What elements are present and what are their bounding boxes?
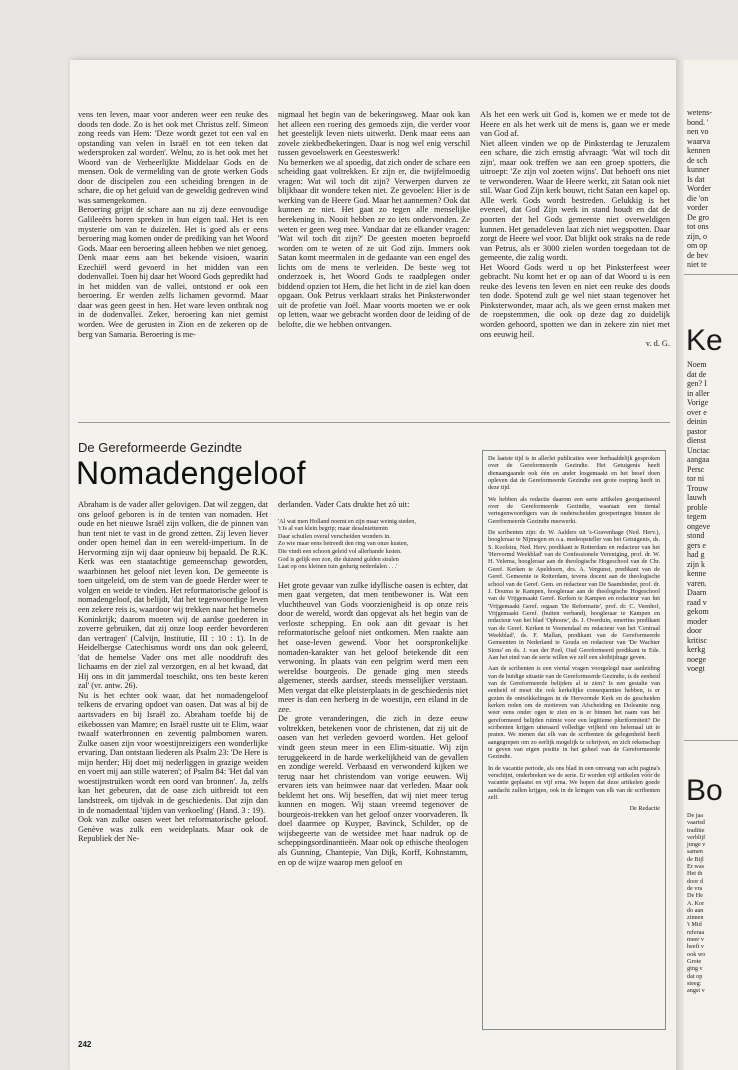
page (70, 60, 676, 1070)
quote-line: Die vindt een schoon geleid vol allerhande lusten. (278, 547, 402, 555)
facing-page-line: over e (687, 407, 707, 417)
facing-page-line: vaartsd (687, 819, 705, 827)
facing-page-line: gers e (687, 540, 706, 550)
facing-page-line: kennen (687, 146, 711, 155)
facing-page-line: noege (687, 654, 707, 664)
facing-page-line: de Bijl (687, 855, 704, 863)
quote-line: Zo wie maar eens betreedt den ring van onze kusten, (278, 540, 409, 548)
facing-page-line: nen vo (687, 127, 709, 136)
facing-page-line: zinnen (687, 914, 704, 922)
facing-page-line: ging v (687, 965, 703, 973)
editorial-paragraph: In de vacantie periode, als ons blad in een omvang van acht pagina's verschijnt, onderbreken we de serie. Er worden vijf artikelen vóór de vacantie geplaatst en vijf erna. We hopen dat deze artikelen goede aandacht zullen krijgen, ook in de kringen van elk van de scribenten zelf. (488, 764, 660, 802)
facing-page-line: A. Kor (687, 899, 705, 907)
facing-page-line: waarva (687, 136, 711, 146)
facing-page-divider (684, 274, 738, 275)
facing-page-line: door (687, 626, 702, 635)
facing-page-line: lauwh (687, 493, 707, 502)
facing-page-line: Persc (687, 464, 705, 474)
facing-page-line: zijn k (687, 559, 705, 569)
facing-page-line: tor ni (687, 474, 705, 483)
facing-page-line: bond. ' (687, 117, 709, 127)
facing-page-line: Unctac (687, 445, 710, 455)
facing-page-line: raad v (687, 597, 707, 607)
facing-page-line: gekom (687, 607, 709, 616)
facing-page-line: proble (687, 502, 708, 512)
facing-page-line: Noem (687, 360, 707, 369)
facing-page-line: ook wo (687, 950, 706, 958)
facing-page-line: kenne (687, 569, 707, 578)
quote-line: Laat op ons kleinen tuin gedurig nederdalen . . .' (278, 563, 398, 571)
facing-page-line: ongeve (687, 521, 711, 531)
facing-page-line: niet te (687, 260, 707, 269)
facing-page-line: 't Mid (687, 921, 702, 929)
facing-page-line: aangaa (687, 455, 710, 464)
editorial-box (482, 450, 666, 1030)
facing-page-line: zijn, o (687, 231, 707, 241)
facing-page-line: de vra (687, 884, 703, 892)
facing-page-line: moder (687, 616, 708, 626)
pentecost-column-2 (278, 110, 470, 415)
facing-page-line: tegem (687, 512, 707, 521)
facing-page-line: deinin (687, 417, 707, 426)
article-kicker: De Gereformeerde Gezindte (78, 440, 243, 455)
pentecost-signature: v. d. G. (645, 339, 670, 349)
facing-page-divider-2 (684, 740, 738, 741)
facing-page-line: samen (687, 848, 703, 856)
facing-page-line: heeft v (687, 943, 705, 951)
facing-page-line: tot ons (687, 222, 709, 231)
facing-page-line: dat de (687, 369, 707, 379)
facing-page-line: meer v (687, 936, 705, 944)
editorial-paragraph: We hebben als redactie daarom een serie artikelen georganiseerd over de Gereformeerde Gezindte, waaraan een tiental vertegenwoordigers van de onderscheiden groeperingen binnen de Gereformeerde Gezindte meewerkt. (488, 495, 660, 525)
facing-page-line: steeg: (687, 979, 702, 987)
cats-quote (278, 518, 468, 571)
pentecost-text-3: Als het een werk uit God is, komen we er mede tot de Heere en als het werk uit de mens is, gaan we er mede van God af. Niet alleen vinden we op de Pinksterdag te Jeruzalem een schare, die zich ernstig afvraagt: 'Wat wil toch dit zijn', maar ook treffen we aan een groep spotters, die uitroept: 'Ze zijn vol zoeten wijns'. Dat behoeft ons niet te verwonderen. Waar de Heere werkt, zit Satan ook niet stil. Waar God Zijn kerk bouwt, richt Satan een kapel op. Alle werk Gods wordt bestreden. Gelukkig is het eveneel, dat God Zijn werk in stand houdt en dat de poorten der hel Gods gemeente niet overweldigen kunnen. Het genadeleven laat zich niet wegspotten. Daar zorgt de Heere wel voor. Dat blijkt ook straks na de rede van Petrus, als er 3000 zielen worden toegedaan tot de gemeente, die zalig wordt. Het Woord Gods werd u op het Pinksterfeest weer gebracht. Nu komt het er op aan of dat Woord u is een reuke des levens ten leven en niet een reuke des doods ten dode. Spotend zult ge wel niet staan tegenover het Pinksterwonder, maar ach, als we geen ernst maken met de roepstemmen, die ook op deze dag zo duidelijk worden gehoord, spotten we dan in zekere zin niet met ons eeuwig heil. (480, 110, 670, 339)
facing-page-middle-text (687, 360, 710, 674)
article-text-1: Abraham is de vader aller gelovigen. Dat wil zeggen, dat ons geloof geboren is in de tenten van nomaden. Het oude en het nieuwe Israël zijn volken, die de pinnen van hun tent niet te vast in de grond zetten. Zij leven liever onder open hemel dan in een wereld-imperium. In de Hervorming zijn wij daar opnieuw bij bepaald. De R.K. Kerk was een staatachtige gemeenschap geworden, waarbinnen het geloof niet leven kon. De gemeente is toen uitgeleid, om de stem van de goede Herder weer te volgen en weide te vinden. Het reformatorische geloof is nomadengeloof, dat belijdt, 'dat het tegenwoordige leven een zekere reis is, waardoor wij trekken naar het hemelse Koninkrijk; daarom moeten wij de aardse goederen in zoverre gebruiken, dat zij onze loop eerder bevorderen dan vertragen' (Calvijn, Institutie, III : 10 : 1). In de Heidelbergse Catechismus wordt ons dan ook geleerd, 'dat de hemelse Vader ons met alle nooddruft des lichaams en der ziel zal verzorgen, en al het kwaad, dat Hij ons in dit jammerdal toeschikt, ons ten beste keren zal' (vr. antw. 26). Nu is het echter ook waar, dat het nomadengeloof telkens de ervaring opdoet van oasen. Dat was al bij de aartsvaders en bij Israël zo. Abraham toefde bij de eikebossen van Mamre; en Israël rustte uit te Elim, waar twaalf waterbronnen en zeventig palmbomen waren. Zulke oasen zijn voor woestijnreizigers een wonderlijke ervaring. Dan ontstaan liederen als Psalm 23: 'De Here is mijn herder; Hij doet mij nederliggen in grazige weiden en voert mij aan stille wateren'; of Psalm 84: 'Het dal van woestijnstruiken wordt een oord van bronnen'. Ja, zelfs kan het gebeuren, dat de oase zich uitbreidt tot een landstreek, om tijdvak in de geschiedenis. Dat zijn dan in de nomadentaal 'tijden van verkoeling' (Hand. 3 : 19). Ook van zulke oasen weet het reformatorische geloof. Genève was zulk een weideplaats. Maar ook de Republiek der Ne- (78, 500, 268, 844)
facing-page-bottom-text (687, 812, 705, 994)
facing-page-line: kunner (687, 165, 710, 174)
facing-page-line: vorder (687, 203, 708, 212)
facing-page-line: De He (687, 892, 703, 900)
quote-line: 'Al wat men Holland noemt en zijn maar weinig steden, (278, 517, 416, 525)
facing-page-line: kerkg (687, 645, 706, 654)
editorial-paragraph: De scribenten zijn: dr. W. Aalders uit 's-Gravenhage (Ned. Herv.), hoogleraar te Nijmegen en o.a. medeopsteller van het Getuigenis, ds. S. Koolstra, Ned. Herv. predikant te Rotterdam en redacteur van het 'Hervormd Weekblad' van de Confessionele Vereniging, prof. dr. W. H. Velema, hoogleraar aan de theologische Hogeschool van de Chr. Geref. Kerken te Apeldoorn, drs. A. Vergunst, predikant van de Geref. Gemeente te Rotterdam, tevens docent aan de theologische school van de Geref. Gem. en redacteur van De Saambinder, prof. dr. J. Douma te Kampen, hoogleraar aan de theologische Hogeschool van de Vrijgemaakt Geref. Kerken te Kampen en redacteur van het 'Vrijgemaakt Geref. orgaan 'De Reformatie', prof. dr. C. Veenhof, Vrijgemaakt Geref. (buiten verband), hoogleraar te Kampen en redacteur van het blad 'Ophouw', ds. J. Overduin, emeritus predikant van de Geref. Kerken te Veenendaal en redacteur van het 'Centraal Weekblad', ds. F. Mallan, predikant van de Gereformeerde Gemeenten in Nederland te Gouda en redacteur van 'De Wachter Sions' en ds. J. van der Poel, Oud Gereformeerd predikant te Ede. Aan het eind van de serie willen we zelf een slotbijdrage geven. (488, 529, 660, 661)
facing-page-line: pastor (687, 426, 707, 436)
facing-page-line: wetens- (687, 108, 712, 117)
facing-page-line: dat op (687, 972, 703, 980)
book-gutter (676, 60, 684, 1070)
facing-page-line: dienst (687, 436, 707, 445)
article-column-2 (278, 500, 468, 1030)
facing-page-line: door d (687, 877, 703, 885)
facing-page-line: stond (687, 531, 705, 540)
facing-page-line: Grote (687, 957, 702, 965)
facing-page-top-text (687, 108, 712, 270)
editorial-signature: De Redactie (629, 805, 660, 813)
section-divider (78, 422, 670, 423)
article-text-2-intro: derlanden. Vader Cats drukte het zó uit: (278, 500, 410, 509)
facing-page-line: junge v (687, 841, 706, 849)
facing-page-line: voegt (687, 664, 705, 673)
facing-page-line: do aan (687, 906, 704, 914)
facing-page-line: verblijf (687, 833, 706, 841)
facing-page-line: die 'on (687, 193, 709, 203)
article-headline: Nomadengeloof (76, 455, 306, 491)
article-column-1 (78, 500, 268, 1030)
facing-page-line: Vorige (687, 398, 709, 407)
pentecost-column-1 (78, 110, 268, 415)
facing-page-line: Er was (687, 863, 705, 871)
facing-page-line: Het th (687, 870, 703, 878)
facing-page-line: Worder (687, 184, 711, 193)
facing-page-line: kritisc (687, 635, 707, 645)
facing-page-line: Trouw (687, 483, 709, 493)
facing-page-line: De jaa (687, 812, 703, 819)
facing-page-line: de bev (687, 250, 709, 260)
editorial-paragraph: Aan de scribenten is een viertal vragen voorgelegd naar aanleiding van de huidige situatie van de Gereformeerde Gezindte, is de eenheid van de Gereformeerde belijders al te zien? Is een gestalte van eenheid of moet die ook kerkelijke consequenties hebben, is er gezien de ontwikkelingen in de Hervormde Kerk en de gescheiden kerken reden om de motieven van Afscheiding en Doleantie nog weer eens onder ogen te zien en is er binnen het raam van het gereformeerd belijden ruimte voor een legitieme pluriformiteit? De scribenten krijgen uiteraard volledige vrijheid om helemaal uit te praten. We menen dat elk van de scribenten de gelegenheid heeft aangegrepen om zo eerlijk mogelijk te schrijven, en zich rekenschap te geven van eigen positie in het geheel van de Gereformeerde Gezindte. (488, 665, 660, 761)
facing-page-heading-1: Ke (686, 324, 723, 357)
facing-page-line: varen. (687, 578, 707, 588)
facing-page-heading-2: Bo (686, 774, 723, 807)
facing-page-line: Is dat (687, 174, 705, 184)
pentecost-text-1: vens ten leven, maar voor anderen weer een reuke des doods ten dode. Zo is het ook met Christus zelf. Simeon zong reeds van Hem: 'Deze wordt gezet tot een val en opstanding van velen in Israël en tot een teken dat wedersproken zal worden'. Welnu, zo is het ook met het Woord van de Verheerlijkte Middelaar Gods en de mensen. Ook de vermelding van de grote werken Gods door de discipelen zou een scheiding brengen in de schare, die op het geluid van de geweldig gedreven wind was samengekomen. Beroering grijpt de schare aan nu zij deze eenvoudige Galileeërs horen spreken in hun eigen taal. Het is een mysterie om van te duizelen. Het is goed als er eens beroering mag komen onder de prediking van het Woord Gods. Maar een beroering alleen hebben we niet genoeg. Denk maar eens aan het bekende visioen, waarin Ezechiël werd gevoerd in het midden van een dodenvallei. Toen hij daar het Woord Gods gepredikt had in het midden van de vallei, ontstond er ook een beroering. Er werden zelfs lichamen gevormd. Maar daar was geen geest in hen. Het ware leven ontbrak nog in de dodenvallei. Zeker, beroering kan niet gemist worden. Wee de gerusten in Zion en de zekeren op de berg van Samaria. Beroering is me- (78, 110, 268, 339)
facing-page-line: in aller (687, 388, 710, 398)
facing-page-line: de sch (687, 155, 708, 165)
quote-line: 't Is al van klein begrip; maar desalniettemin (278, 525, 388, 533)
facing-page-line: had g (687, 550, 705, 559)
facing-page-line: traditie (687, 826, 705, 834)
quote-line: God is gelijk een zon, die duizend gulden stralen (278, 555, 399, 563)
quote-line: Daar schuilen overal verscheiden wonders in. (278, 532, 391, 540)
facing-page-line: om op (687, 241, 708, 250)
facing-page-line: referaa (687, 928, 705, 936)
facing-page-line: gen? I (687, 379, 707, 388)
article-text-2: Het grote gevaar van zulke idyllische oasen is echter, dat men gaat vergeten, dat men tentbewoner is. Wat een vluchtheuvel van Gods voorzienigheid is op onze reis door de wereld, wordt dan opgevat als het begin van de verloste schepping. En ook aan dit gevaar is het reformatorische geloof niet ontkomen. Men raakte aan het oase-leven gewend. Voor het oorspronkelijke nomaden-karakter van het geloof betekende dit een verwoning. In plaats van een pelgrim werd men een wereldse bourgeois. De genade ging men steeds algemener, steeds aardser, steeds menselijker verstaan. Men vergat dat elke pleisterplaats in de geschiedenis niet meer is dan een herberg in de woestijn, een eiland in de zee. De grote veranderingen, die zich in deze eeuw voltrekken, betekenen voor de christenen, dat zij uit de oasen van het verleden gevoerd worden. Het geloof vindt geen steun meer in een Elim-situatie. Wij zijn teruggekeerd in de harde werkelijkheid van de gevallen en zondige wereld. Verbaasd en verwonderd kijken we terug naar het christendom van vorige eeuwen. Wij ervaren iets van heimwee naar dat verleden. Maar ook beklemt het ons. Wij beseffen, dat wij niet meer terug kunnen en mogen. Wij staan vreemd tegenover de bourgeois-trekken van het geloof onzer voorvaderen. Ik doel daarmee op Kuyper, Bavinck, Schilder, op de wijsbegeerte van de wetsidee met haar nadruk op de scheppingsordinantieën. Maar ook op ethische theologen als Gunning, Chantepie, Van Dijk, Korff, Kohnstamm, en op de wijze waarop men geloof en (278, 580, 468, 867)
editorial-paragraph: De laatste tijd is in allerlei publicaties weer herhaaldelijk gesproken over de Gereformeerde Gezindte. Het Getuigenis heeft dienaangaande ook één en ander losgemaakt en het besef doen opleven dat de Gereformeerde Gezindte een grote roeping heeft in deze tijd. (488, 455, 660, 492)
facing-page (684, 60, 738, 1070)
facing-page-line: De gro (687, 212, 709, 222)
pentecost-column-3 (480, 110, 670, 415)
page-number: 242 (78, 1040, 92, 1049)
facing-page-line: angst v (687, 987, 705, 995)
pentecost-text-2: nigmaal het begin van de bekeringsweg. Maar ook kan het alleen een roering des gemoeds zijn, die verder voor het geestelijk leven niets uitwerkt. Denk maar eens aan zovele ziekbedbekeringen. Daar is nog wel enig verschil tussen gevoelswerk en Geesteswerk! Nu bemerken we al spoedig, dat zich onder de schare een scheiding gaat voltrekken. Er zijn er, die twijfelmoedig vragen: Wat wil toch dit zijn? Verwerpen durven ze blijkbaar dit wondere teken niet. Ze gevoelen: Hier is de werking van de Heere God. Maar het aannemen? Ook dat kunnen ze niet. Het gaat zo tegen alle menselijke berekening in. Nooit hebben ze zo iets ondervonden. Ze weten er geen weg mee. Vandaar dat ze elkander vragen: 'Wat wil toch dit zijn?' De geesten moeten beproefd worden om te weten of ze uit God zijn. Immers ook Satan komt meermalen in de gedaante van een engel des lichts om de mens te verleiden. De beste weg tot onderzoek is, het Woord Gods te raadplegen onder biddend opzien tot Hem, die het licht in de ziel kan doen opgaan. Ook Petrus verklaart straks het Pinksterwonder uit de profetie van Joël. Maar voorts moeten we er ook op letten, waar we gebracht worden door de leiding of de beloftе, die we hebben ontvangen. (278, 110, 470, 330)
facing-page-line: Daarn (687, 588, 707, 597)
